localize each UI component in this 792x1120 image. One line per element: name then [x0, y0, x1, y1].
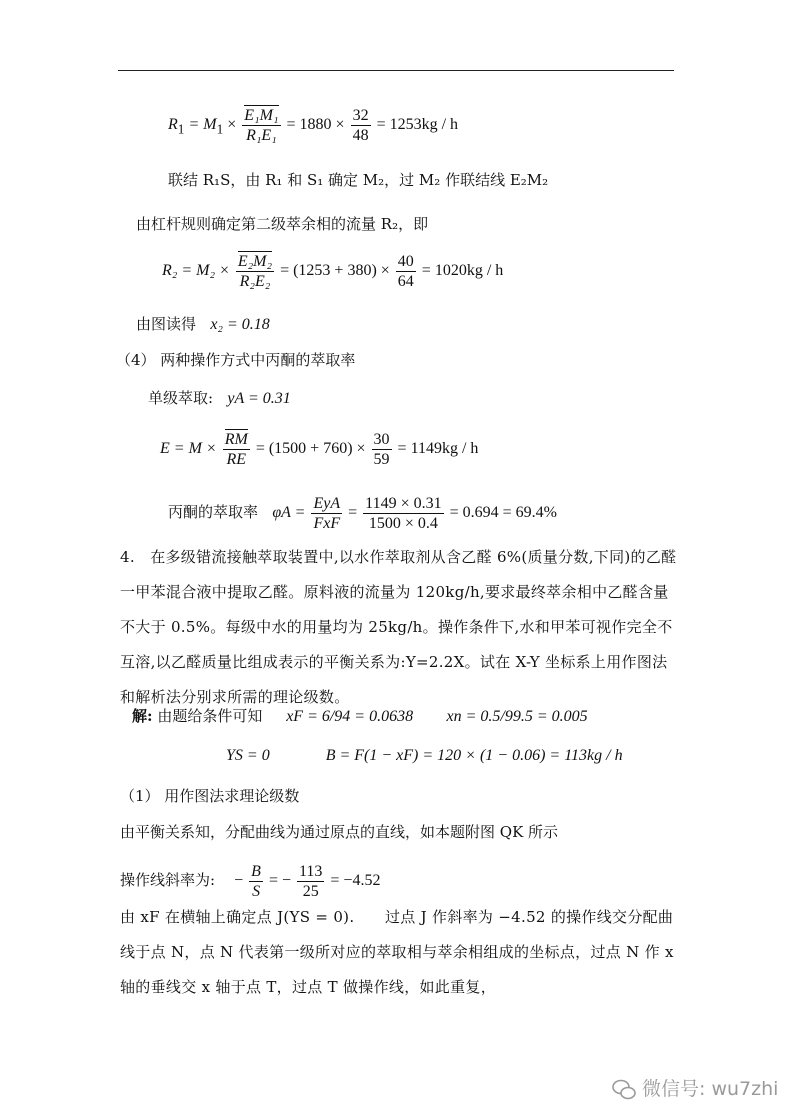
text-construction-steps: 由 xF 在横轴上确定点 J(YS = 0). 过点 J 作斜率为 −4.52 的操作线交分配曲线于点 N，点 N 代表第一级所对应的萃取相与萃余相组成的坐标点，过点 N 作 x 轴的垂线交 x 轴于点 T，过点 T 做操作线，如此重复，: [120, 908, 674, 996]
problem-4-text: 4. 在多级错流接触萃取装置中,以水作萃取剂从含乙醛 6%(质量分数,下同)的乙醛一甲苯混合液中提取乙醛。原料液的流量为 120kg/h,要求最终萃余相中乙醛含量不大于 0.5%。每级中水的用量均为 25kg/h。操作条件下,水和甲苯可视作完全不互溶,以乙醛质量比组成表示的平衡关系为:Y=2.2X。试在 X-Y 坐标系上用作图法和解析法分别求所需的理论级数。: [120, 548, 677, 706]
equation-r1: $R_1 = M_1$ × $\frac{\text{E₁M₁}}{\text{R₁E₁}}$ = 1880 × $\frac{32}{48}$ = 1253kg / h: [168, 107, 459, 144]
section-heading-graphic: （1） 用作图法求理论级数: [120, 787, 300, 805]
equation-extraction-rate: 丙酮的萃取率 φA = $\frac{\text{EyA}}{\text{FxF}}$ = $\frac{1149 \times 0.31}{1500 \times 0.4}$ = 0.694 = 69.4%: [168, 495, 557, 532]
text-connect-line: 联结 R₁S，由 R₁ 和 S₁ 确定 M₂，过 M₂ 作联结线 E₂M₂: [168, 171, 549, 189]
header-rule: [118, 70, 674, 71]
wechat-icon: [612, 1079, 636, 1101]
solution-intro: 解: 由题给条件可知 xF = 6/94 = 0.0638 xn = 0.5/99.5 = 0.005: [132, 707, 588, 725]
equation-e: E = M × $\frac{RM}{RE}$ = (1500 + 760) × $\frac{30}{59}$ = 1149kg / h: [160, 431, 479, 468]
wechat-watermark: 微信号: wu7zhi: [612, 1074, 778, 1101]
text-read-x2: 由图读得 x₂ = 0.18: [136, 315, 270, 333]
text-lever-rule: 由杠杆规则确定第二级萃余相的流量 R₂，即: [136, 215, 429, 233]
text-operating-slope: 操作线斜率为: − $\frac{B}{S}$ = − $\frac{113}{25}$ = −4.52: [120, 863, 381, 900]
section-heading-4: （4） 两种操作方式中丙酮的萃取率: [116, 351, 356, 369]
text-single-stage: 单级萃取: yA = 0.31: [148, 389, 291, 407]
solution-values: YS = 0 B = F(1 − xF) = 120 × (1 − 0.06) = 113kg / h: [226, 747, 623, 764]
equation-r2: R₂ = M₂ × $\frac{\text{E₂M₂}}{\text{R₂E₂}}$ = (1253 + 380) × $\frac{40}{64}$ = 1020kg / h: [162, 253, 504, 290]
text-distribution-curve: 由平衡关系知，分配曲线为通过原点的直线，如本题附图 QK 所示: [120, 823, 559, 841]
